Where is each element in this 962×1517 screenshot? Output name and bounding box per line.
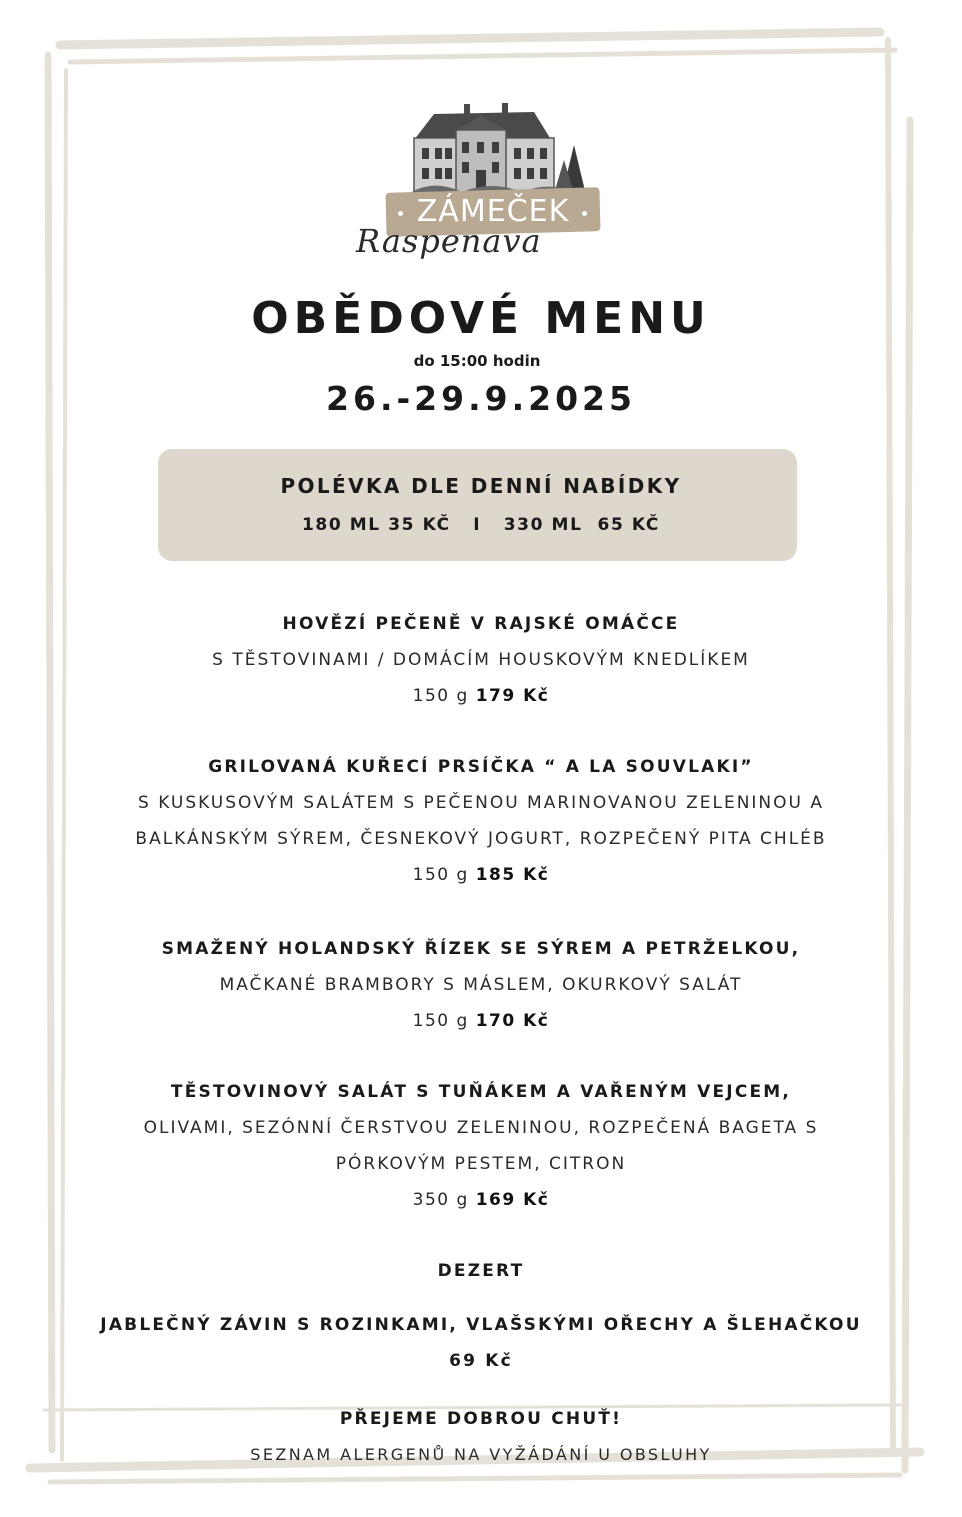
dish-price-line bbox=[0, 684, 962, 708]
dish-price: 185 Kč bbox=[475, 865, 550, 885]
dish-price: 170 Kč bbox=[475, 1011, 550, 1031]
soup-title: POLÉVKA DLE DENNÍ NABÍDKY bbox=[280, 474, 682, 498]
serving-hours: do 15:00 hodin bbox=[413, 352, 541, 370]
dish-weight: 150 g bbox=[412, 1011, 469, 1031]
dish-name: HOVĚZÍ PEČENĚ V RAJSKÉ OMÁČCE bbox=[282, 614, 680, 634]
menu-title: OBĚDOVÉ MENU bbox=[251, 293, 711, 344]
dish-price-line bbox=[0, 1009, 962, 1033]
dish-price-line bbox=[0, 863, 962, 887]
soup-box bbox=[158, 449, 797, 561]
allergen-note: SEZNAM ALERGENŮ NA VYŽÁDÁNÍ U OBSLUHY bbox=[250, 1445, 712, 1464]
soup-price: 180 ML 35 KČ I 330 ML 65 KČ bbox=[301, 515, 661, 535]
dish-weight: 150 g bbox=[412, 686, 469, 706]
closing-wish: PŘEJEME DOBROU CHUŤ! bbox=[339, 1409, 623, 1429]
dish-weight: 350 g bbox=[412, 1190, 469, 1210]
menu-dates: 26.-29.9.2025 bbox=[326, 379, 636, 418]
dish-weight: 150 g bbox=[412, 865, 469, 885]
dish-description: PÓRKOVÝM PESTEM, CITRON bbox=[335, 1154, 627, 1174]
dish-name: SMAŽENÝ HOLANDSKÝ ŘÍZEK SE SÝREM A PETRŽELKOU, bbox=[161, 939, 801, 959]
dessert-name: JABLEČNÝ ZÁVIN S ROZINKAMI, VLAŠSKÝMI OŘECHY A ŠLEHAČKOU bbox=[100, 1315, 862, 1335]
dish-description: BALKÁNSKÝM SÝREM, ČESNEKOVÝ JOGURT, ROZPEČENÝ PITA CHLÉB bbox=[135, 829, 827, 849]
dish-description: MAČKANÉ BRAMBORY S MÁSLEM, OKURKOVÝ SALÁT bbox=[219, 975, 743, 995]
dish-description: S TĚSTOVINAMI / DOMÁCÍM HOUSKOVÝM KNEDLÍKEM bbox=[212, 650, 750, 670]
dish-price-line bbox=[0, 1188, 962, 1212]
dish-price: 169 Kč bbox=[475, 1190, 550, 1210]
dish-name: GRILOVANÁ KUŘECÍ PRSÍČKA “ A LA SOUVLAKI” bbox=[208, 757, 754, 777]
dessert-price: 69 Kč bbox=[449, 1351, 513, 1371]
logo-script: Raspenava bbox=[356, 222, 542, 260]
logo-name: ZÁMEČEK bbox=[416, 194, 570, 229]
dish-description: OLIVAMI, SEZÓNNÍ ČERSTVOU ZELENINOU, ROZPEČENÁ BAGETA S bbox=[143, 1118, 819, 1138]
dish-description: S KUSKUSOVÝM SALÁTEM S PEČENOU MARINOVANOU ZELENINOU A bbox=[138, 793, 824, 813]
dish-name: TĚSTOVINOVÝ SALÁT S TUŇÁKEM A VAŘENÝM VEJCEM, bbox=[170, 1082, 792, 1102]
dish-price: 179 Kč bbox=[475, 686, 550, 706]
dessert-heading: DEZERT bbox=[437, 1261, 525, 1281]
